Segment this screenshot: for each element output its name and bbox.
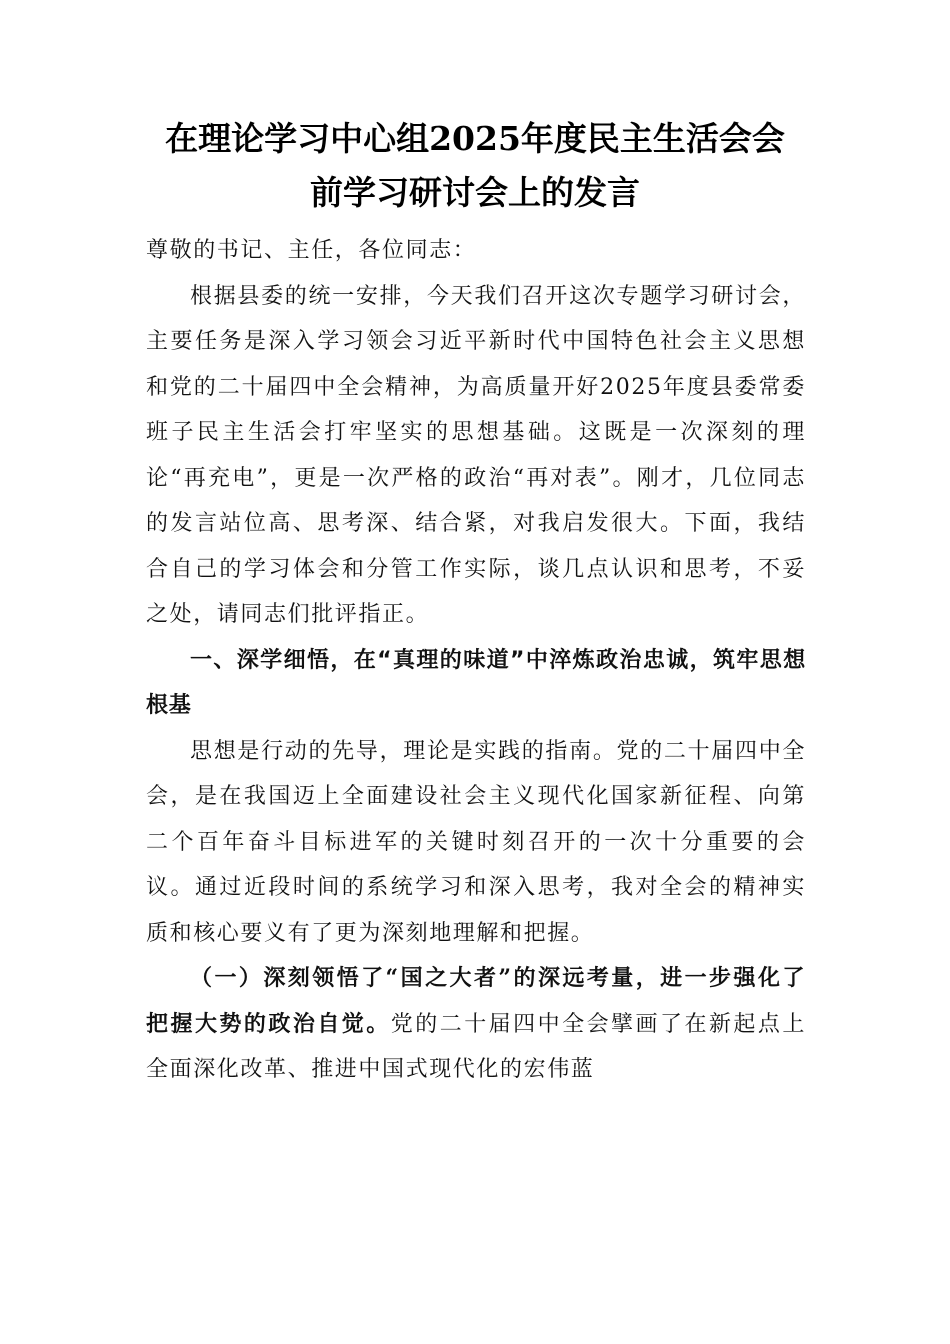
- document-title: [120, 112, 830, 220]
- subsection-1-text: 党的二十届四中全会擘画了在新起点上全面深化改革、推进中国式现代化的宏伟蓝: [146, 1011, 806, 1082]
- section-1-heading: 一、深学细悟，在“真理的味道”中淬炼政治忠诚，筑牢思想根基: [146, 647, 806, 718]
- salutation: 尊敬的书记、主任，各位同志：: [146, 238, 477, 263]
- title-line-1: 在理论学习中心组2025年度民主生活会会: [165, 119, 785, 158]
- document-body: [146, 228, 806, 1093]
- subsection-1-paragraph: [146, 956, 806, 1093]
- title-line-2: 前学习研讨会上的发言: [310, 173, 640, 212]
- intro-paragraph: 根据县委的统一安排，今天我们召开这次专题学习研讨会，主要任务是深入学习领会习近平新时代中国特色社会主义思想和党的二十届四中全会精神，为高质量开好2025年度县委常委班子民主生活会打牢坚实的思想基础。这既是一次深刻的理论“再充电”，更是一次严格的政治“再对表”。刚才，几位同志的发言站位高、思考深、结合紧，对我启发很大。下面，我结合自己的学习体会和分管工作实际，谈几点认识和思考，不妥之处，请同志们批评指正。: [146, 283, 806, 627]
- subsection-1-lead: （一）深刻领悟了“国之大者”的深远考量，进一步强化了把握大势的政治自觉。: [146, 965, 806, 1037]
- section-1-paragraph: 思想是行动的先导，理论是实践的指南。党的二十届四中全会，是在我国迈上全面建设社会主义现代化国家新征程、向第二个百年奋斗目标进军的关键时刻召开的一次十分重要的会议。通过近段时间的系统学习和深入思考，我对全会的精神实质和核心要义有了更为深刻地理解和把握。: [146, 738, 806, 946]
